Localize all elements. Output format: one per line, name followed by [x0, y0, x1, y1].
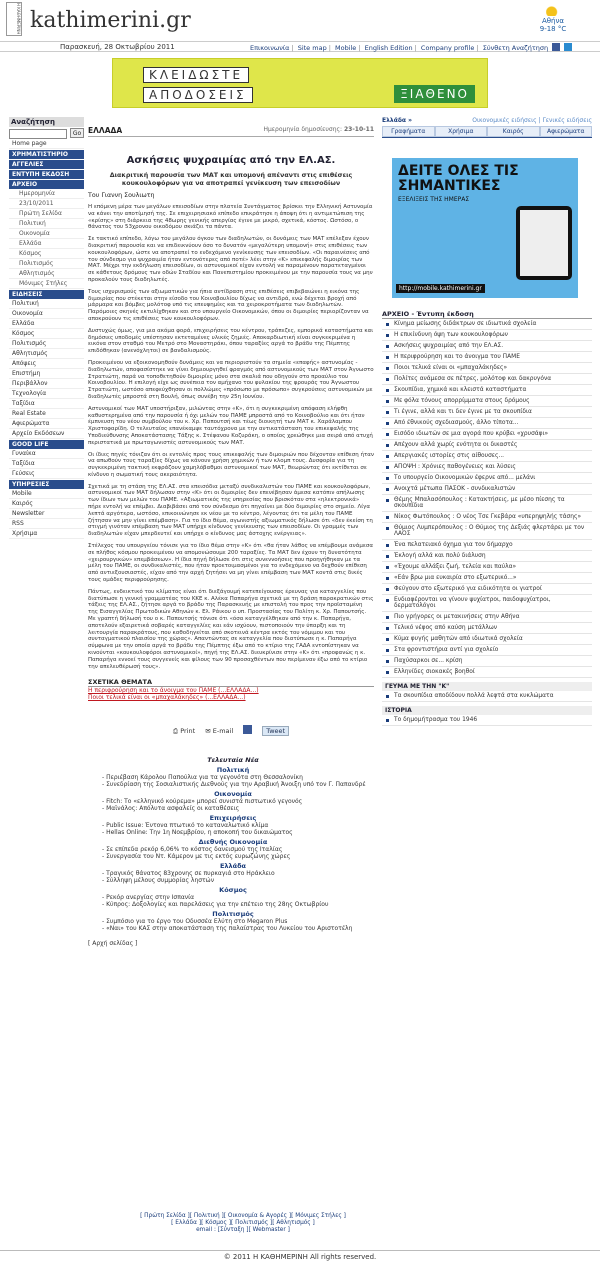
- sidebar-item[interactable]: Αρχείο Εκδόσεων: [9, 429, 84, 439]
- news-item[interactable]: - Σε επίπεδα ρεκόρ 6,06% το κόστος δανεισμού της Ιταλίας: [92, 846, 374, 853]
- twitter-icon[interactable]: [564, 43, 572, 51]
- news-item[interactable]: - Ρεκόρ ανεργίας στην Ισπανία: [92, 894, 374, 901]
- search-label: Αναζήτηση: [9, 117, 84, 127]
- sidebar-item[interactable]: Αθλητισμός: [9, 269, 84, 279]
- weather-widget[interactable]: [528, 6, 578, 33]
- article-paragraph: Τους ισχυρισμούς των αξιωματικών για ήπια αντίδραση στις επιθέσεις επιβεβαιώνει η εικόνα της διμοιρίας που στέκεται στην είσοδο του Κοινοβουλίου δίχως να αντιδρά, ενώ δέχεται βροχή από μάρμαρα και βόμβες μολότοφ υπό τις επευφημίες και τα χειροκροτήματα των διαδηλωτών. Παρόμοιες σκηνές εκτυλίχθηκαν και στο υπουργείο Οικονομικών, όπου οι διμοιρίες περιορίζονταν να αποκρούουν τις επιθέσεις των κουκουλοφόρων.: [88, 288, 369, 322]
- archive-item[interactable]: Εισόδο ιδιωτών σε μια αγορά που κρύβει «χρυσάφι»: [382, 429, 592, 440]
- sidebar-item[interactable]: Αφιερώματα: [9, 419, 84, 429]
- link-advanced-search[interactable]: Σύνθετη Αναζήτηση: [482, 44, 549, 52]
- news-category[interactable]: Οικονομία: [214, 790, 252, 799]
- news-category[interactable]: Ελλάδα: [219, 862, 247, 871]
- archive-heading: ΑΡΧΕΙΟ - Έντυπη έκδοση: [382, 310, 592, 319]
- top-navbar: [0, 41, 600, 52]
- banner-cta[interactable]: ΞΙΑΘΕΝΟ: [394, 85, 475, 103]
- sidebar-item[interactable]: Ελλάδα: [9, 239, 84, 249]
- latest-news: [88, 756, 374, 932]
- mobile-ad[interactable]: [392, 158, 578, 298]
- article-author: Του Γιαννη Σουλιωτη: [88, 192, 155, 199]
- sidebar-item[interactable]: Ελλάδα: [9, 319, 84, 329]
- sidebar-item[interactable]: Newsletter: [9, 509, 84, 519]
- news-item[interactable]: - Μαϊνάλος: Απόλυτα ασφαλείς οι καταθέσεις: [92, 805, 374, 812]
- sidebar-item[interactable]: Πολιτική: [9, 219, 84, 229]
- article-paragraph: Σε τακτικό επίπεδο, λόγω του μεγάλου όγκου των διαδηλωτών, οι δυνάμεις των ΜΑΤ επέλεξαν έχουν διακριτική παρουσία και να επιδεικνύουν όσο το δυνατόν «μεγαλύτερη υπομονή» στις επιθέσεις των κουκουλοφόρων, ώστε να αποτραπεί το ενδεχόμενο γενίκευσης των επεισοδίων. «Οι παραινέσεις από τον σύνδεσμο για ψυχραιμία ήταν εντονότερες από ποτέ» λέει στην «Κ» επικεφαλής διμοιρίας των ΜΑΤ. Μέχρι την εκδήλωση επεισοδίων, οι αστυνομικοί είχαν εντολή να παραμένουν παρατεταγμένοι σε κάθετους δρόμους των οδών Σταδίου και Πανεπιστημίου προκειμένου με την παρουσία τους να μην προκαλούν τους διαδηλωτές.: [88, 236, 373, 283]
- publish-date: Ημερομηνία δημοσίευσης: 23-10-11: [263, 126, 374, 133]
- link-english[interactable]: English Edition: [364, 44, 413, 52]
- right-top: [382, 117, 592, 124]
- article-body: [88, 204, 374, 670]
- lunch-list: [382, 691, 592, 702]
- sidebar-section[interactable]: GOOD LIFE: [9, 440, 84, 449]
- facebook-share-icon[interactable]: [243, 725, 252, 734]
- news-item[interactable]: - Συνεργασία του Ντ. Κάμερον με τις εκτός ευρωζώνης χώρες: [92, 853, 374, 860]
- link-contact[interactable]: Επικοινωνία: [250, 44, 290, 52]
- sidebar-item[interactable]: RSS: [9, 519, 84, 529]
- archive-item[interactable]: Στα φροντιστήρια αντί για σχολείο: [382, 645, 592, 656]
- right-tabs: [382, 126, 592, 138]
- left-sidebar: [9, 117, 84, 539]
- sidebar-item[interactable]: Απόψεις: [9, 359, 84, 369]
- article-paragraph: Στέλεχος του υπουργείου τόνισε για το ίδιο θέμα στην «Κ» ότι «θα ήταν λάθος να επέμβουμε ανάμεσα σε πλήθος κόσμου προκειμένου να απομονώσουμε 200 ταραξίες. Τα ΜΑΤ δεν έχουν τη δυνατότητα «χειρουργικών» επεμβάσεων». Η ίδια πηγή δήλωσε ότι στις συνεννοήσεις που προηγήθηκαν με τα μέλη του ΠΑΜΕ, οι συνδικαλιστές, που ήταν προετοιμασμένοι για το ενδεχόμενο να δεχθούν επίθεση από αντιεξουσιαστές, είχαν από την αρχή ζητήσει να μη γίνει επέμβαση των ΜΑΤ κοντά στις δικές τους ομάδες περιφρούρησης.: [88, 543, 373, 584]
- archive-item[interactable]: Η επικίνδυνη όψη των κουκουλοφόρων: [382, 330, 592, 341]
- news-item[interactable]: - Κύπρος: Δοξολογίες και παρελάσεις για την επέτειο της 28ης Οκτωβρίου: [92, 901, 374, 908]
- news-item[interactable]: - Συμπόσιο για το έργο του Οδυσσέα Ελύτη στο Megaron Plus: [92, 918, 374, 925]
- article-paragraph: Σχετικά με τη στάση της ΕΛ.ΑΣ. στα επεισόδια μεταξύ συνδικαλιστών του ΠΑΜΕ και κουκουλοφόρων, αστυνομικοί των ΜΑΤ δήλωσαν στην «Κ» ότι οι διμοιρίες δεν επενέβησαν άμεσα κατόπιν απήλωσης των ίδιων των μελών του ΠΑΜΕ. «Αξιωματικός της υπηρεσίας που βρισκόταν στα «ηλεκτρονικά» πήρε εντολή να επέμβει. Διαβιβάσει από τον σύνδεσμο ότι πηγαίνει με δύο διμοιρίες στο σημείο. Λίγα λεπτά αργότερα, ωστόσο, επικοινώνησε εκ νέου με το κέντρο, λέγοντας ότι τα μέλη του ΠΑΜΕ ζήτησαν να μην γίνει επέμβαση». Για το ίδιο θέμα, αγωνιστής αξιωματικός δήλωσε ότι «δεν έκείση τη στιγμή γινόταν επέμβαση των ΜΑΤ υπήρχε κίνδυνος γενίκευσης των επεισοδίων. Οι γραμμές των διαδηλωτών είχαν μπερδευτεί και υπήρχε ο κίνδυνος μας άστοχης ενέργειας».: [88, 483, 373, 538]
- archive-item[interactable]: Τι έγινε, αλλά και τι δεν έγινε με τα σκουπίδια: [382, 407, 592, 418]
- sidebar-item[interactable]: Γεύσεις: [9, 469, 84, 479]
- history-list: [382, 715, 592, 726]
- archive-item[interactable]: Πιο γρήγορες οι μετακινήσεις στην Αθήνα: [382, 612, 592, 623]
- related-link[interactable]: Ποιοι τελικά είναι οι «μπαχαλάκηδες» (...ΕΛΛΑΔΑ...): [88, 694, 246, 702]
- archive-item[interactable]: Ενδιαφέρονται να γίνουν ψυχίατροι, παιδοψυχίατροι, δερματολόγοι: [382, 595, 592, 612]
- archive-item[interactable]: Πολίτες ανάμεσα σε πέτρες, μολότοφ και δακρυγόνα: [382, 374, 592, 385]
- archive-item[interactable]: Από έθνικούς σχεδιασμούς, άλλο τίποτα...: [382, 418, 592, 429]
- article-paragraph: Η επόμενη μέρα των μεγάλων επεισοδίων στην πλατεία Συντάγματος βρίσκει την Ελληνική Αστυνομία να κάνει την αποτίμησή της. Σε επιχειρησιακό επίπεδο επικράτησε η άποψη ότι η αντιμετώπιση της «κρίσης» στη διάρκεια της 48ωρης γενικής απεργίας έγινε με μικρό, σχετικά, κόστος. Ωστόσο, ο θάνατος του 53χρονου οικοδόμου σκιάζει τα πάντα.: [88, 204, 373, 231]
- sidebar-menu: [9, 139, 84, 539]
- lunch-heading: ΓΕΥΜΑ ΜΕ ΤΗΝ "Κ": [382, 682, 592, 691]
- article-paragraph: Αστυνομικοί των ΜΑΤ υποστήριξαν, μιλώντας στην «Κ», ότι η συγκεκριμένη απόφαση ελήφθη καθυστερημένα από την παρουσία ή όχι μελών του ΠΑΜΕ μπροστά από το Κοινοβούλιο και ότι ήταν έμπνευση του νέου συμβούλου του κ. Χρ. Παπουτσή και τέως διοικητή των ΜΑΤ κ. Χαράλαμπου Χριστοφαρίδη. Ο τελευταίος επανέκαμψε ταυτόχρονα με την αντικατάσταση του επικεφαλής της Υποδιεύθυνσης Αποκατάστασης Τάξης κ. Στέφανου Κοζυράκη, ο οποίος χρεώθηκε μια σειρά από ατυχή περιστατικά με πρωταγωνιστές αστυνομικούς των ΜΑΤ.: [88, 405, 373, 446]
- top-links: Επικοινωνία | Site map | Mobile | English Edition | Company profile | Σύνθετη Αναζήτηση: [250, 43, 572, 52]
- sidebar-item[interactable]: Οικονομία: [9, 229, 84, 239]
- sidebar-item[interactable]: Mobile: [9, 489, 84, 499]
- news-item[interactable]: - Σύλληψη μέλους συμμορίας ληστών: [92, 877, 374, 884]
- email-button[interactable]: ✉ E-mail: [205, 727, 234, 736]
- section-name[interactable]: ΕΛΛΑΔΑ: [88, 126, 123, 135]
- archive-item[interactable]: Θέμης Μπαλασόπουλος : Κατακτήσεις, με μέσο πίεσης τα σκουπίδια: [382, 495, 592, 512]
- tab-graphs[interactable]: Γραφήματα: [382, 126, 435, 137]
- article-paragraph: Πάντως, ενδεικτικό του κλίματος είναι ότι διεξάγουμή κατεπείγουσας έρευνας για καταγγελίες που διατύπωσε η γενική γραμματέας του ΚΚΕ κ. Αλέκα Παπαρήγα σχετικά με τη δράση παρακρατικών στις τάξεις της ΕΛ.ΑΣ., ζήτησε αργά το βράδυ της Παρασκευής με επιστολή του προς την προϊσταμένη της Εισαγγελίας Πρωτοδικών Αθηνών κ. Ελ. Ράικου ο υπ. Προστασίας του Πολίτη κ. Χρ. Παπουτσής. Με γραπτή δήλωσή του ο κ. Παπουτσής τόνισε ότι «όσα καταγγέλθηκαν από την κ. Παπαρήγα, αποτελούν εξαιρετικά σοβαρές καταγγελίες και εάν ισχύουν, πιστοποιούν την ύπαρξη και τη λειτουργία παρακράτους, που καθοδηγείται από σκοτεινά κέντρα εκτός του νόμιμου και του συνταγματικού πλαισίου της χώρας». Απαντώντας σε καταγγελία που διατύπωσε η κ. Παπαρήγα σύμφωνα με την οποία αργά το βράδυ της Πέμπτης έξω από το κτίριο της ΓΑΔΑ εντοπίστηκαν να κινούνται «κουκουλοφόροι αστυνομικοί», πηγή της ΕΛ.ΑΣ. διευκρίνισε στην «Κ» ότι «προφανώς η κ. Παπαρήγα εννοεί τους συγγενείς και φίλους των 90 προσαχθέντων που περίμεναν έξω από το κτίριο την απελευθέρωσή τους».: [88, 588, 374, 670]
- sidebar-item[interactable]: Καιρός: [9, 499, 84, 509]
- archive-list: [382, 319, 592, 678]
- archive-item[interactable]: Θύμιος Λυμπερόπουλος : Ο Θύμιος της Δεξιάς φλερτάρει με τον ΛΑΟΣ: [382, 523, 592, 540]
- latest-news-list: [92, 766, 374, 932]
- archive-item[interactable]: «Εάν βρω μια ευκαιρία στο εξωτερικό...»: [382, 573, 592, 584]
- back-to-top-link[interactable]: [ Αρχή σελίδας ]: [88, 940, 138, 948]
- sidebar-item[interactable]: Κόσμος: [9, 329, 84, 339]
- related-topics: [88, 678, 374, 701]
- sidebar-item[interactable]: 23/10/2011: [9, 199, 84, 209]
- archive-item[interactable]: Ασκήσεις ψυχραιμίας από την ΕΛ.ΑΣ.: [382, 341, 592, 352]
- archive-item[interactable]: Παχύσαρκοι σε... κρίση: [382, 656, 592, 667]
- article-paragraph: Προκειμένου να εξοικονομηθούν δυνάμεις και να περιοριστούν τα σημεία «επαφής» αστυνομίας - διαδηλωτών, αποφασίστηκε να γίνει δημιουργηθεί φραγμός από αστυνομικούς των ΜΑΤ στον Άγνωστο Στρατιώτη, παρά να τοποθετηθούν διμοιρίες μόνο στα σκαλιά που οδηγούν στο προαύλιο του Κοινοβουλίου. Η επιλογή είχε ως συνέπεια τον αμήχανο του φυλακίου της φρουράς του Άγνωστου Στρατιώτη, ωστόσο απεφεύχθησαν οι πολλώμες «πρόσωπο με πρόσωπο» συγκρούσεις αστυνομικών με διαδηλωτές μπροστά στη Βουλή, όπως συνέβη την 25η Ιουνίου.: [88, 359, 374, 400]
- sidebar-item[interactable]: Ημερομηνία: [9, 189, 84, 199]
- sidebar-item[interactable]: Πολιτική: [9, 299, 84, 309]
- news-category[interactable]: Πολιτική: [216, 766, 250, 775]
- newspaper-logo-mark[interactable]: Η ΚΑΘΗΜΕΡΙΝΗ: [6, 2, 22, 36]
- right-news-links[interactable]: Οικονομικές ειδήσεις | Γενικές ειδήσεις: [472, 117, 592, 124]
- ad-banner[interactable]: [112, 58, 488, 108]
- banner-line-1: ΚΛΕΙΔΩΣΤΕ: [143, 67, 250, 83]
- news-category[interactable]: Διεθνής Οικονομία: [198, 838, 268, 847]
- article-column: [88, 126, 374, 947]
- sidebar-item[interactable]: Γυναίκα: [9, 449, 84, 459]
- archive-item[interactable]: «Έχουμε αλλάξει ζωή, τελεία και παύλα»: [382, 562, 592, 573]
- archive-item[interactable]: Ποιοι τελικά είναι οι «μπαχαλάκηδες»: [382, 363, 592, 374]
- related-heading: ΣΧΕΤΙΚΑ ΘΕΜΑΤΑ: [88, 678, 374, 687]
- news-category[interactable]: Επιχειρήσεις: [209, 814, 257, 823]
- tab-features[interactable]: Αφιερώματα: [540, 126, 593, 137]
- article-tools: [88, 725, 374, 736]
- sidebar-item[interactable]: Κόσμος: [9, 249, 84, 259]
- news-item[interactable]: - Περιέβαση Κάρολου Παπούλια για τα γεγονότα στη Θεσσαλονίκη: [92, 774, 374, 781]
- news-item[interactable]: - Public Issue: Έντονα πτωτικό το καταναλωτικό κλίμα: [92, 822, 374, 829]
- sidebar-section[interactable]: ΕΝΤΥΠΗ ΕΚΔΟΣΗ: [9, 170, 84, 179]
- sidebar-section[interactable]: ΕΙΔΗΣΕΙΣ: [9, 290, 84, 299]
- footer-links-row[interactable]: [ Πρώτη Σελίδα ][ Πολιτική ][ Οικονομία & Αγορές ][ Μόνιμες Στήλες ]: [140, 1213, 346, 1219]
- copyright: © 2011 Η ΚΑΘΗΜΕΡΙΝΗ All rights reserved.: [0, 1250, 600, 1261]
- archive-item[interactable]: Φεύγουν στο εξωτερικό για ειδικότητα οι γιατροί: [382, 584, 592, 595]
- news-item[interactable]: - Τραγικός θάνατος 83χρονης σε πυρκαγιά στο Ηράκλειο: [92, 870, 374, 877]
- ad-url: http://mobile.kathimerini.gr: [396, 284, 485, 293]
- archive-item[interactable]: Ανοιχτά μέτωπα ΠΑΣΟΚ - συνδικαλιστών: [382, 484, 592, 495]
- sidebar-section[interactable]: ΥΠΗΡΕΣΙΕΣ: [9, 480, 84, 489]
- news-category[interactable]: Πολιτισμός: [212, 910, 254, 919]
- article-title: Ασκήσεις ψυχραιμίας από την ΕΛ.ΑΣ.: [126, 155, 336, 166]
- archive-item[interactable]: Νίκος Φωτόπουλος : Ο νέος Τσε Γκεβάρα «υπερηψηλής τάσης»: [382, 512, 592, 523]
- archive-item[interactable]: Με φόλα τόνους απορρίμματα στους δρόμους: [382, 396, 592, 407]
- sun-icon: [546, 6, 560, 16]
- sidebar-section[interactable]: ΧΡΗΜΑΤΙΣΤΗΡΙΟ: [9, 150, 84, 159]
- phone-icon: [516, 206, 572, 280]
- archive-item[interactable]: Κίνημα μείωσης διδάκτρων σε ιδιωτικά σχολεία: [382, 319, 592, 330]
- archive-item[interactable]: Απεργιακές ιστορίες στις αίθουσες...: [382, 451, 592, 462]
- tab-useful[interactable]: Χρήσιμα: [435, 126, 488, 137]
- tab-weather[interactable]: Καιρός: [487, 126, 540, 137]
- news-item[interactable]: - Fitch: Το «ελληνικό κούρεμα» μπορεί συνιστά πιστωτικό γεγονός: [92, 798, 374, 805]
- history-item[interactable]: Το δημομήτρασμα του 1946: [382, 715, 592, 726]
- archive-item[interactable]: Έκλογή αλλά και πολύ διάλυση: [382, 551, 592, 562]
- news-category[interactable]: Κόσμος: [219, 886, 247, 895]
- link-mobile[interactable]: Mobile: [334, 44, 357, 52]
- sidebar-item[interactable]: Ταξίδια: [9, 459, 84, 469]
- sidebar-item[interactable]: Real Estate: [9, 409, 84, 419]
- news-item[interactable]: - Συνεδρίαση της Σοσιαλιστικής Διεθνούς για την Αραβική Άνοιξη υπό τον Γ. Παπανδρέ: [92, 781, 374, 788]
- news-item[interactable]: - Hellas Online: Την 1η Νοεμβρίου, η αποκοπή του δικαιώματος: [92, 829, 374, 836]
- news-item[interactable]: - «Ναι» του ΚΑΣ στην αποκατάσταση της παλαίστρας του Λυκείου του Αριστοτέλη: [92, 925, 374, 932]
- latest-news-heading: Τελευταία Νέα: [207, 756, 259, 765]
- sidebar-item[interactable]: Ταξίδια: [9, 399, 84, 409]
- history-heading: ΙΣΤΟΡΙΑ: [382, 706, 592, 715]
- site-logo[interactable]: kathimerini.gr: [30, 8, 191, 33]
- weather-city: Αθήνα: [541, 17, 565, 25]
- sidebar-item[interactable]: Χρήσιμα: [9, 529, 84, 539]
- sidebar-item[interactable]: Πολιτισμός: [9, 259, 84, 269]
- sidebar-section[interactable]: ΑΡΧΕΙΟ: [9, 180, 84, 189]
- archive-item[interactable]: Η περιφρούρηση και το άνοιγμα του ΠΑΜΕ: [382, 352, 592, 363]
- link-sitemap[interactable]: Site map: [297, 44, 327, 52]
- archive-item[interactable]: Κύμα φυγής μαθητών από ιδιωτικά σχολεία: [382, 634, 592, 645]
- archive-item[interactable]: Ελληνίδες σιοκακές βοηθοί: [382, 667, 592, 678]
- article-lead: Διακριτική παρουσία των ΜΑΤ και υπομονή απέναντι στις επιθέσεις κουκουλοφόρων για να αποτραπεί γενίκευση των επεισοδίων: [109, 172, 353, 187]
- archive-item[interactable]: Το υπουργείο Οικονομικών έφερνε από... μελάνι: [382, 473, 592, 484]
- article-paragraph: Οι ίδιες πηγές τόνιζαν ότι οι εντολές προς τους επικεφαλής των διμοιριών που δέχονταν επίθεση ήταν να απωθούν τους ταραξίες δίχως να κάνουν χρήση χημικών ή των κλομπ τους. Δυσφορία για τη συγκεκριμένη τακτική εκφράζουν χαμηλόβαθμοι αστυνομικοί των ΜΑΤ, θεωρώντας ότι εκτίθεται σε κίνδυνο η σωματική τους ακεραιότητα.: [88, 451, 374, 478]
- archive-item[interactable]: Απέχουν αλλά χωρίς ενότητα οι δικαστές: [382, 440, 592, 451]
- current-date: Παρασκευή, 28 Οκτωβρίου 2011: [60, 43, 175, 51]
- footer-links-row[interactable]: [ Ελλάδα ][ Κόσμος ][ Πολιτισμός ][ Αθλητισμός ]: [171, 1220, 315, 1226]
- sidebar-item[interactable]: Τεχνολογία: [9, 389, 84, 399]
- site-header: [0, 0, 600, 40]
- tweet-button[interactable]: Tweet: [262, 726, 289, 736]
- archive-item[interactable]: Σκουπίδια, χημικά και κλειστά καταστήματα: [382, 385, 592, 396]
- sidebar-item[interactable]: Επιστήμη: [9, 369, 84, 379]
- sidebar-item[interactable]: Home page: [9, 139, 84, 149]
- footer-links: [100, 1213, 386, 1234]
- ad-subtitle: ΕΞΕΛΙΞΕΙΣ ΤΗΣ ΗΜΕΡΑΣ: [398, 196, 470, 203]
- sidebar-item[interactable]: Αθλητισμός: [9, 349, 84, 359]
- archive-item[interactable]: Τελικό νέφος από καύση μετάλλων: [382, 623, 592, 634]
- article-header: [88, 126, 374, 137]
- print-button[interactable]: ⎙ Print: [172, 727, 196, 736]
- search-input[interactable]: [9, 129, 67, 139]
- sidebar-item[interactable]: Οικονομία: [9, 309, 84, 319]
- sidebar-item[interactable]: Μόνιμες Στήλες: [9, 279, 84, 289]
- lunch-item[interactable]: Τα σκουπίδια αποδίδουν πολλά λεφτά στα κυκλώματα: [382, 691, 592, 702]
- right-category[interactable]: Ελλάδα »: [382, 117, 413, 124]
- footer-email-row[interactable]: email : [Σύνταξη ][ Webmaster ]: [196, 1227, 290, 1233]
- article-paragraph: Δυστυχώς όμως, για μια ακόμα φορά, επιχειρήσεις του κέντρου, τράπεζες, εμπορικά καταστήματα και δημόσιες υποδομές υπέστησαν εκτεταμένες υλικές ζημιές. Αποκαρδιωτική είναι συγκεκριμένα η εικόνα στον σταθμό του Μετρό στο Μοναστηράκι, όπου ταραξίες αργά το βράδυ της Πέμπτης επιδόθηκαν (ανενόχλητοι) σε βανδαλισμούς.: [88, 327, 374, 355]
- weather-temp: 9-18 °C: [539, 25, 567, 33]
- link-company[interactable]: Company profile: [420, 44, 475, 52]
- search-go-button[interactable]: Go: [70, 128, 84, 138]
- sidebar-section[interactable]: ΑΓΓΕΛΙΕΣ: [9, 160, 84, 169]
- archive-item[interactable]: Ένα πελατειακό όχημα για τον δήμαρχο: [382, 540, 592, 551]
- related-link[interactable]: Η περιφρούρηση και το άνοιγμα του ΠΑΜΕ (...ΕΛΛΑΔΑ...): [88, 687, 259, 695]
- ad-title: ΔΕΙΤΕ ΟΛΕΣ ΤΙΣ ΣΗΜΑΝΤΙΚΕΣ: [398, 163, 519, 194]
- sidebar-item[interactable]: Περιβάλλον: [9, 379, 84, 389]
- sidebar-item[interactable]: Πολιτισμός: [9, 339, 84, 349]
- sidebar-item[interactable]: Πρώτη Σελίδα: [9, 209, 84, 219]
- right-sidebar: [382, 117, 592, 726]
- facebook-icon[interactable]: [552, 43, 560, 51]
- archive-item[interactable]: ΑΠΟΨΗ : Χρόνιες παθογένειες και λύσεις: [382, 462, 592, 473]
- banner-line-2: ΑΠΟΔΟΣΕΙΣ: [143, 87, 254, 103]
